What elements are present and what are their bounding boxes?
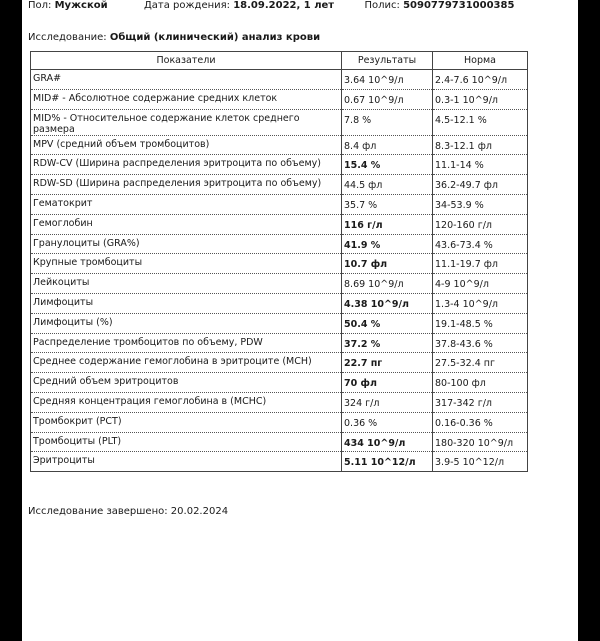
result-value: 15.4 % [342,155,433,175]
table-row [31,89,528,109]
result-value: 4.38 10^9/л [342,293,433,313]
policy-label: Полис: [364,0,400,11]
sex-label: Пол: [28,0,52,11]
table-row [31,175,528,195]
indicator-name: Средний объем эритроцитов [31,373,342,393]
result-value: 116 г/л [342,214,433,234]
result-value: 0.36 % [342,412,433,432]
norm-range: 4-9 10^9/л [433,274,528,294]
result-value: 22.7 пг [342,353,433,373]
norm-range: 4.5-12.1 % [433,109,528,135]
table-row [31,234,528,254]
indicator-name: Среднее содержание гемоглобина в эритроците (MCH) [31,353,342,373]
indicator-name: Лейкоциты [31,274,342,294]
header-result: Результаты [342,52,433,70]
policy-value: 5090779731000385 [403,0,515,11]
norm-range: 8.3-12.1 фл [433,135,528,155]
norm-range: 36.2-49.7 фл [433,175,528,195]
indicator-name: Тромбокрит (PCT) [31,412,342,432]
table-row [31,155,528,175]
norm-range: 2.4-7.6 10^9/л [433,70,528,90]
norm-range: 11.1-14 % [433,155,528,175]
norm-range: 1.3-4 10^9/л [433,293,528,313]
table-row [31,333,528,353]
results-table [30,51,528,472]
result-value: 50.4 % [342,313,433,333]
table-row [31,70,528,90]
norm-range: 19.1-48.5 % [433,313,528,333]
norm-range: 317-342 г/л [433,392,528,412]
result-value: 37.2 % [342,333,433,353]
indicator-name: MID# - Абсолютное содержание средних клеток [31,89,342,109]
indicator-name: Тромбоциты (PLT) [31,432,342,452]
norm-range: 43.6-73.4 % [433,234,528,254]
indicator-name: Крупные тромбоциты [31,254,342,274]
indicator-name: Средняя концентрация гемоглобина в (MCHC) [31,392,342,412]
dob-value: 18.09.2022, 1 лет [233,0,335,11]
study-name: Общий (клинический) анализ крови [109,32,321,43]
table-row [31,353,528,373]
dob-label: Дата рождения: [143,0,231,11]
norm-range: 120-160 г/л [433,214,528,234]
result-value: 7.8 % [342,109,433,135]
indicator-name: Эритроциты [31,452,342,472]
table-row [31,194,528,214]
indicator-name: Гранулоциты (GRA%) [31,234,342,254]
indicator-name: MPV (средний объем тромбоцитов) [31,135,342,155]
table-header-row [31,52,528,70]
norm-range: 11.1-19.7 фл [433,254,528,274]
norm-range: 0.3-1 10^9/л [433,89,528,109]
indicator-name: GRA# [31,70,342,90]
norm-range: 80-100 фл [433,373,528,393]
completed-label: Исследование завершено: [28,506,168,517]
table-row [31,373,528,393]
table-row [31,293,528,313]
study-title [28,32,320,43]
result-value: 35.7 % [342,194,433,214]
table-row [31,135,528,155]
norm-range: 34-53.9 % [433,194,528,214]
result-value: 70 фл [342,373,433,393]
study-label: Исследование: [28,32,107,43]
indicator-name: Лимфоциты (%) [31,313,342,333]
norm-range: 37.8-43.6 % [433,333,528,353]
table-row [31,109,528,135]
table-row [31,214,528,234]
patient-info-line [28,0,514,12]
table-row [31,274,528,294]
result-value: 0.67 10^9/л [342,89,433,109]
result-value: 3.64 10^9/л [342,70,433,90]
result-value: 10.7 фл [342,254,433,274]
result-value: 434 10^9/л [342,432,433,452]
norm-range: 0.16-0.36 % [433,412,528,432]
result-value: 5.11 10^12/л [342,452,433,472]
header-norm: Норма [433,52,528,70]
sex-value: Мужской [54,0,108,11]
indicator-name: Распределение тромбоцитов по объему, PDW [31,333,342,353]
table-row [31,452,528,472]
norm-range: 27.5-32.4 пг [433,353,528,373]
result-value: 324 г/л [342,392,433,412]
completed-date: 20.02.2024 [170,506,229,517]
norm-range: 180-320 10^9/л [433,432,528,452]
result-value: 8.4 фл [342,135,433,155]
header-indicator: Показатели [31,52,342,70]
indicator-name: Лимфоциты [31,293,342,313]
table-row [31,254,528,274]
indicator-name: RDW-CV (Ширина распределения эритроцита по объему) [31,155,342,175]
indicator-name: RDW-SD (Ширина распределения эритроцита по объему) [31,175,342,195]
table-row [31,313,528,333]
indicator-name: MID% - Относительное содержание клеток среднего размера [31,109,342,135]
table-row [31,412,528,432]
table-row [31,392,528,412]
indicator-name: Гемоглобин [31,214,342,234]
result-value: 8.69 10^9/л [342,274,433,294]
result-value: 41.9 % [342,234,433,254]
completion-note [28,506,228,517]
result-value: 44.5 фл [342,175,433,195]
table-row [31,432,528,452]
indicator-name: Гематокрит [31,194,342,214]
norm-range: 3.9-5 10^12/л [433,452,528,472]
